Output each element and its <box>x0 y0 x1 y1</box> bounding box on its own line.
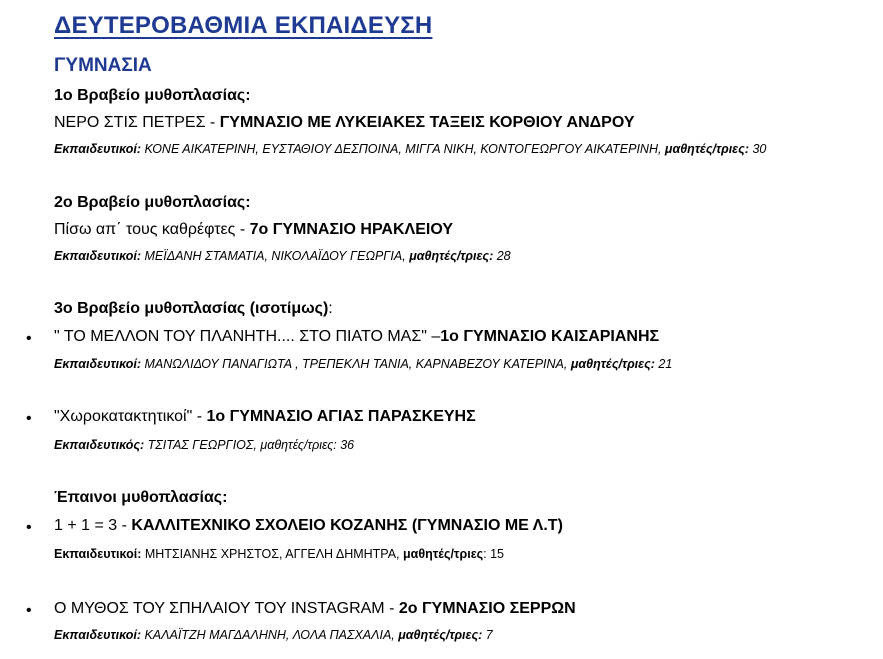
award-title-5: Έπαινοι μυθοπλασίας: <box>54 489 228 506</box>
teachers-label: Εκπαιδευτικοί: <box>54 547 142 561</box>
entry-meta-4 <box>54 438 354 452</box>
award-colon: : <box>328 300 333 317</box>
entry-meta-2 <box>54 249 511 263</box>
entry-title-2 <box>54 221 453 239</box>
work-title: " ΤΟ ΜΕΛΛΟΝ ΤΟΥ ΠΛΑΝΗΤΗ.... ΣΤΟ ΠΙΑΤΟ ΜΑΣ" – <box>54 328 441 345</box>
students-label: μαθητές/τριες: <box>409 249 494 263</box>
teachers-list: ΜΕΪΔΑΝΗ ΣΤΑΜΑΤΙΑ, ΝΙΚΟΛΑΪΔΟΥ ΓΕΩΡΓΙΑ, <box>141 249 410 263</box>
teachers-label: Εκπαιδευτικοί: <box>54 357 141 371</box>
teachers-list: ΜΑΝΩΛΙΔΟΥ ΠΑΝΑΓΙΩΤΑ , ΤΡΕΠΕΚΛΗ ΤΑΝΙΑ, ΚΑΡΝΑΒΕΖΟΥ ΚΑΤΕΡΙΝΑ, <box>141 357 571 371</box>
school-name: ΚΑΛΛΙΤΕΧΝΙΚΟ ΣΧΟΛΕΙΟ ΚΟΖΑΝΗΣ (ΓΥΜΝΑΣΙΟ ΜΕ Λ.Τ) <box>131 517 563 534</box>
work-title: ΝΕΡΟ ΣΤΙΣ ΠΕΤΡΕΣ - <box>54 114 220 131</box>
school-name: 1ο ΓΥΜΝΑΣΙΟ ΚΑΙΣΑΡΙΑΝΗΣ <box>440 328 660 345</box>
entry-meta-3 <box>54 357 672 371</box>
work-title: Ο ΜΥΘΟΣ ΤΟΥ ΣΠΗΛΑΙΟΥ ΤΟΥ INSTAGRAM - <box>54 600 399 617</box>
entry-title-3 <box>54 328 659 346</box>
entry-title-4 <box>54 408 476 426</box>
students-label: μαθητές/τριες: <box>664 142 749 156</box>
students-count: 30 <box>748 142 767 156</box>
bullet-icon: • <box>26 519 32 536</box>
students-label: μαθητές/τριες: <box>398 628 483 642</box>
school-name: 1ο ΓΥΜΝΑΣΙΟ ΑΓΙΑΣ ΠΑΡΑΣΚΕΥΗΣ <box>206 408 476 425</box>
teachers-label: Εκπαιδευτικοί: <box>54 249 141 263</box>
teachers-label: Εκπαιδευτικοί: <box>54 628 141 642</box>
section-heading: ΓΥΜΝΑΣΙΑ <box>54 55 152 76</box>
students-label: μαθητές/τριες <box>403 547 484 561</box>
award-title-2: 2ο Βραβείο μυθοπλασίας: <box>54 194 251 211</box>
teachers-list: ΚΟΝΕ ΑΙΚΑΤΕΡΙΝΗ, ΕΥΣΤΑΘΙΟΥ ΔΕΣΠΟΙΝΑ, ΜΙΓΓΑ ΝΙΚΗ, ΚΟΝΤΟΓΕΩΡΓΟΥ ΑΙΚΑΤΕΡΙΝΗ, <box>141 142 665 156</box>
teachers-label: Εκπαιδευτικός: <box>54 438 145 452</box>
work-title: 1 + 1 = 3 - <box>54 517 132 534</box>
teachers-list: ΤΣΙΤΑΣ ΓΕΩΡΓΙΟΣ, μαθητές/τριες: 36 <box>144 438 355 452</box>
school-name: 2ο ΓΥΜΝΑΣΙΟ ΣΕΡΡΩΝ <box>398 600 576 617</box>
entry-meta-6 <box>54 628 493 642</box>
page-heading: ΔΕΥΤΕΡΟΒΑΘΜΙΑ ΕΚΠΑΙΔΕΥΣΗ <box>54 12 433 39</box>
teachers-list: ΚΑΛΑΪΤΖΗ ΜΑΓΔΑΛΗΝΗ, ΛΟΛΑ ΠΑΣΧΑΛΙΑ, <box>141 628 399 642</box>
school-name: ΓΥΜΝΑΣΙΟ ΜΕ ΛΥΚΕΙΑΚΕΣ ΤΑΞΕΙΣ ΚΟΡΘΙΟΥ ΑΝΔΡΟΥ <box>219 114 635 131</box>
students-count: 7 <box>482 628 493 642</box>
entry-meta-5 <box>54 547 504 561</box>
teachers-label: Εκπαιδευτικοί: <box>54 142 141 156</box>
entry-meta-1 <box>54 142 766 156</box>
work-title: Πίσω απ΄ τους καθρέφτες - <box>54 221 250 238</box>
bullet-icon: • <box>26 602 32 619</box>
work-title: "Χωροκατακτητικοί" - <box>54 408 207 425</box>
students-label: μαθητές/τριες: <box>570 357 655 371</box>
students-count: 21 <box>654 357 673 371</box>
students-count: : 15 <box>483 547 504 561</box>
entry-title-5 <box>54 517 563 535</box>
teachers-list: ΜΗΤΣΙΑΝΗΣ ΧΡΗΣΤΟΣ, ΑΓΓΕΛΗ ΔΗΜΗΤΡΑ, <box>141 547 403 561</box>
bullet-icon: • <box>26 330 32 347</box>
award-label: 3ο Βραβείο μυθοπλασίας (ισοτίμως) <box>54 300 329 317</box>
entry-title-6 <box>54 600 576 618</box>
students-count: 28 <box>493 249 511 263</box>
bullet-icon: • <box>26 410 32 427</box>
award-title-3 <box>54 300 333 318</box>
entry-title-1 <box>54 114 635 132</box>
school-name: 7ο ΓΥΜΝΑΣΙΟ ΗΡΑΚΛΕΙΟΥ <box>249 221 453 238</box>
award-title-1: 1ο Βραβείο μυθοπλασίας: <box>54 87 251 104</box>
